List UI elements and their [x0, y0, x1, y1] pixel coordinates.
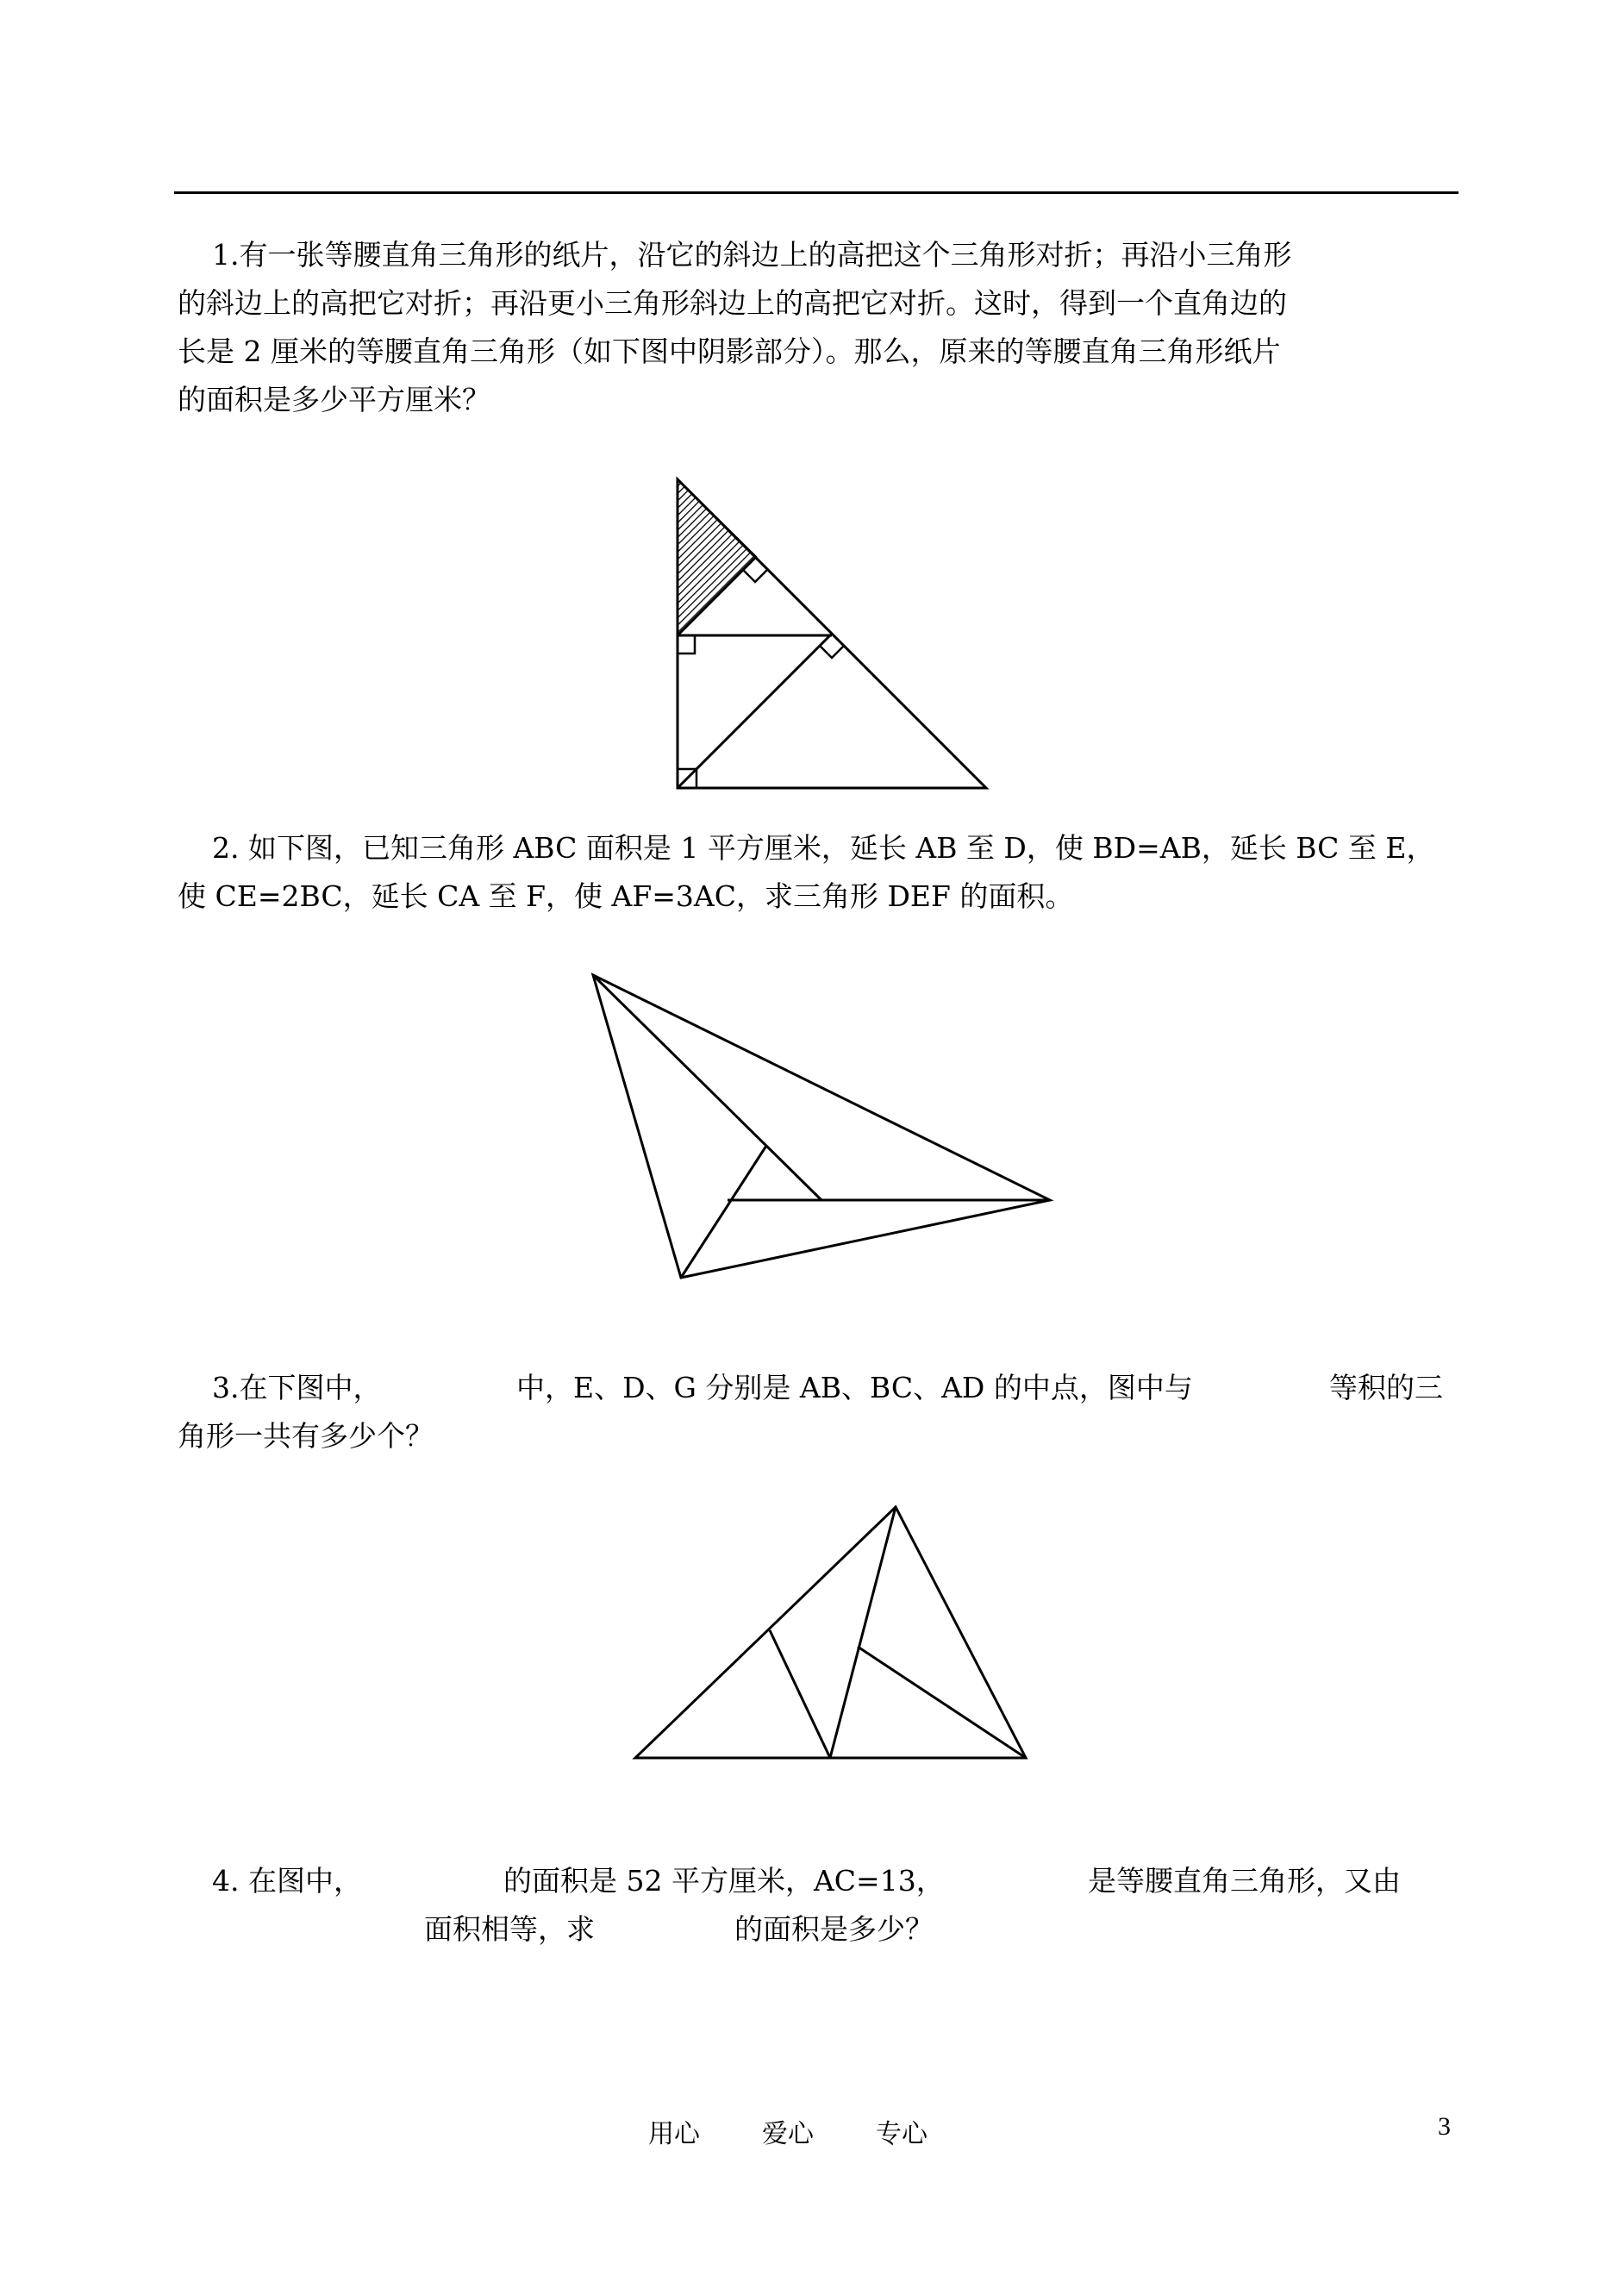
right-angle-mark [820, 646, 844, 658]
right-angle-mark [743, 569, 768, 582]
q4-text: 4. 在图中， [212, 1864, 362, 1898]
q1-line: 1.有一张等腰直角三角形的纸片，沿它的斜边上的高把这个三角形对折；再沿小三角形 [212, 238, 1292, 272]
q2-line: 使 CE=2BC，延长 CA 至 F，使 AF=3AC，求三角形 DEF 的面积。 [178, 879, 1074, 913]
q4-text: 面积相等，求 [424, 1912, 595, 1946]
segment [770, 1630, 830, 1758]
segment [766, 1146, 821, 1200]
q4-text: 的面积是 52 平方厘米，AC=13， [503, 1864, 945, 1898]
page-number: 3 [1438, 2112, 1451, 2141]
q3-line: 角形一共有多少个？ [178, 1419, 434, 1453]
footer-motto: 爱心 [762, 2119, 814, 2149]
q4-line [178, 1857, 1458, 1905]
segment [681, 1146, 766, 1278]
q1-line: 的斜边上的高把它对折；再沿更小三角形斜边上的高把它对折。这时，得到一个直角边的 [178, 286, 1287, 320]
q1-line: 长是 2 厘米的等腰直角三角形（如下图中阴影部分）。那么，原来的等腰直角三角形纸片 [178, 335, 1281, 368]
figure-2-triangle-def [586, 966, 1060, 1285]
q3-text: 中，E、D、G 分别是 AB、BC、AD 的中点，图中与 [516, 1371, 1193, 1404]
q3-text: 3.在下图中， [212, 1371, 382, 1404]
question-2 [178, 824, 1458, 921]
q4-line [178, 1905, 1458, 1954]
footer-motto: 专心 [876, 2119, 928, 2149]
header-rule [174, 191, 1458, 194]
segment [830, 1507, 896, 1758]
question-4 [178, 1857, 1458, 1954]
q3-line [178, 1364, 1458, 1412]
fold-line [678, 634, 832, 788]
figure-3-triangle-midpoints [621, 1496, 1034, 1767]
footer-motto: 用心 [648, 2119, 700, 2149]
segment [858, 1647, 1026, 1758]
shaded-triangle [678, 479, 756, 635]
triangle-def [593, 975, 1050, 1278]
q2-line: 2. 如下图，已知三角形 ABC 面积是 1 平方厘米，延长 AB 至 D，使 BD=AB，延长 BC 至 E， [212, 831, 1435, 865]
q3-text: 等积的三 [1329, 1371, 1443, 1404]
figure-1-folded-triangle [655, 466, 1000, 793]
q4-text: 是等腰直角三角形，又由 [1088, 1864, 1401, 1898]
q1-line: 的面积是多少平方厘米？ [178, 383, 490, 416]
right-angle-mark [678, 635, 695, 653]
question-3 [178, 1364, 1458, 1460]
q4-text: 的面积是多少？ [734, 1912, 934, 1946]
question-1 [178, 231, 1458, 424]
